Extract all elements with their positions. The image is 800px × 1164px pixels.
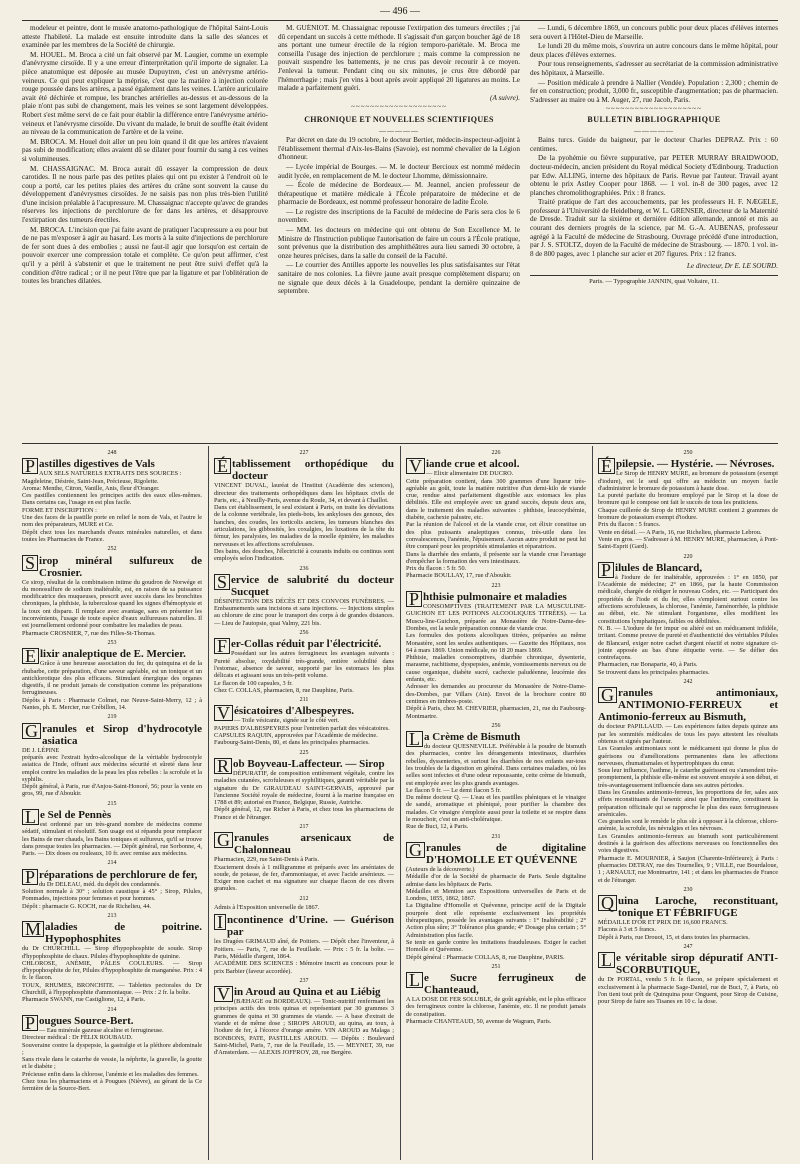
article-paragraph: M. BROCA. L'incision que j'ai faite avant de pratiquer l'acupressure a eu pour but de ne pas m'exposer à agir au hasard. Les morts à la suite d'injections de perchlorure de fer sont dues à des embolies ; aussi ne faut-il agir que lorsqu'on est certain de pouvoir exercer une compression totale et complète. Ce qu'on peut affirmer, c'est qu'il y a péril à s'abstenir et que le traitement ne peut être suivi d'effet qu'à la condition d'être radical ; or il ne peut l'être que par la ligature et par l'oblitération de toutes les branches dilatées.: [22, 225, 268, 286]
ad-number: 213: [107, 912, 117, 919]
ad-text: Dépôt général, à Paris, rue d'Anjou-Saint-Honoré, 56; pour la vente en gros, 99, rue d'Aboukir.: [22, 783, 202, 798]
ad-text: DE J. LÉPINE: [22, 746, 60, 754]
ad-title-text: astilles digestives de Vals: [39, 458, 155, 471]
ad-initial-letter: L: [406, 972, 423, 988]
ad-title-text: ranules et Sirop d'hydrocotyle asiatica: [42, 722, 202, 747]
news-item: Le lundi 20 du même mois, s'ouvrira un autre concours dans le même hôpital, pour deux places d'élèves externes.: [530, 42, 778, 59]
editorial-column-2: [278, 24, 520, 436]
ad-title-text: iande crue et alcool.: [426, 458, 520, 471]
ad-text: CAPSULES RAQUIN, approuvées par l'Académie de médecine.: [214, 732, 378, 740]
ad-title-text: aladies de poitrine. Hypophosphites: [45, 921, 202, 946]
ad-text: N. B. — L'iodure de fer impur ou altéré est un médicament infidèle, irritant. Comme preuve de pureté et d'authenticité des véritables Pilules de Blancard, exiger notre cachet d'argent réactif et notre signature ci-jointe apposée au bas d'une étiquette verte. — Se défier des contrefaçons.: [598, 624, 778, 662]
news-item: — Position médicale à prendre à Nallier (Vendée). Population : 2,300 ; chemin de fer en construction; produit, 3,000 fr., susceptible d'augmentation; pas de pharmacien. S'adresser au maire ou à M. Auger, 27, rue Jacob, Paris.: [530, 78, 778, 104]
ad-title: [214, 984, 394, 1005]
news-item: — Le courrier des Antilles apporte les nouvelles les plus satisfaisantes sur l'état sanitaire de nos colonies. La fièvre jaune avait presque complètement disparu; on ne signale que deux décès à la Guadeloupe, pendant la dernière quinzaine de septembre.: [278, 261, 520, 296]
ornament-divider: —————: [634, 126, 674, 135]
ad-title: [598, 456, 778, 477]
ad-text: du docteur QUESNEVILLE. Préférable à la poudre de bismuth des pharmacies, contre les dérangements intestinaux, diarrhées rebelles, dyssenteries, et surtout les diarrhées de nos enfants sur-tous les troubles de la digestion en général. Dans certaines maladies, où les selles sont infectes et d'une odeur repoussante, cette crème de bismuth, est employée avec les plus grands avantages.: [406, 743, 586, 787]
advertisement: [598, 887, 778, 941]
column-rule: [400, 446, 401, 1160]
advertisement: [214, 450, 394, 563]
ad-text: (BÆHAGE ou BORDEAUX). — Tonic-nutritif renfermant les principes actifs des trois quinas et représentant par 30 grammes 3 grammes de quina et 30 grammes de viande. — A base d'extrait de viande et de même dose ; SIROPS AROUD, au quina, au toux, à l'iodure de fer, à l'écorce d'orange amère. VIN AROUD au Malaga ; BONBONS, PATE, PASTILLES AROUD. — Dépôts : Boulevard Saint-Michel, Paris, 7, rue de la Feuillade, 15. — MEYNET, 39, rue d'Amsterdam. — ALEXIS JOFFROY, 28, rue Bergère.: [214, 998, 394, 1057]
ad-text: Dépôt général, 12, rue Richer à Paris, et chez tous les pharmaciens de France et de l'étranger.: [214, 806, 394, 821]
ad-title-text: pilepsie. — Hystérie. — Névroses.: [616, 458, 775, 471]
ad-text: Par la réunion de l'alcool et de la viande crue, cet élixir constitue un des plus puissants analeptiques connus, très-utile dans les convalescences, l'anémie, l'épuisement. Aucun autre produit ne peut lui être comparé pour les propriétés stimulantes et réparatrices.: [406, 521, 586, 551]
ad-text: Pharmacie BOULLAY, 17, rue d'Aboukir.: [406, 572, 512, 580]
ad-title-text: ésicatoires d'Albespeyres.: [234, 705, 354, 718]
ad-initial-letter: É: [214, 458, 231, 474]
ad-title-text: hthisie pulmonaire et maladies: [423, 591, 567, 604]
ad-text: Admis à l'Exposition universelle de 1867.: [214, 904, 320, 912]
ad-text: La pureté parfaite du bromure employé par le Sirop et la dose de bromure qui le compose ont fait le succès de tous les praticiens.: [598, 492, 778, 507]
ad-text: Médaille d'or de la Société de pharmacie de Paris. Seule digitaline admise dans les hôpitaux de Paris.: [406, 873, 586, 888]
ad-title: [406, 729, 586, 750]
article-paragraph: M. GUÉNIOT. M. Chassaignac repousse l'extirpation des tumeurs érectiles ; j'ai dû cependant un succès à cette méthode. Il s'agissait d'un garçon boucher âgé de 18 ans portant une tumeur érectile de la région temporo-pariétale. M. Broca me conseilla l'usage des injection de perchlorure ; mais comme la compression ne pouvait suspendre les battements, je ne crus pas devoir recourir à ce moyen. J'enlevai la tumeur. Pendant cinq ou six minutes, je crus être débordé par l'hémorrhagie ; mais j'en vins à bout après avoir appliqué 20 ligatures au moins. Le malade a parfaitement guéri.: [278, 24, 520, 93]
ads-column-4: [598, 448, 778, 1158]
ad-text: (Auteurs de la découverte.): [406, 865, 475, 873]
news-item: — Lycée impérial de Bourges. — M. le docteur Bercioux est nommé médecin audit lycée, en remplacement de M. le docteur Lhomme, démissionnaire.: [278, 162, 520, 180]
ad-title-text: réparations de perchlorure de fer,: [39, 868, 198, 881]
ad-number: 219: [107, 714, 117, 721]
ad-title-text: ncontinence d'Urine. — Guérison par: [227, 914, 394, 939]
ad-text: Pharmacie SWANN, rue Castiglione, 12, à Paris.: [22, 996, 146, 1004]
ad-text: Du même docteur Q. — L'eau et les pastilles phéniques et le vinaigre de sandé, aromatique et phéniqué, pour purifier la chambre des malades. Ce vinaigre s'emploie aussi pour la toilette et se respire dans le mouchoir, c'est un anti-choléraique.: [406, 794, 586, 824]
ad-title-text: irop minéral sulfureux de Crosnier.: [39, 554, 202, 579]
ad-text: PAPIERS D'ALBESPEYRES pour l'entretien parfait des vésicatoires.: [214, 724, 390, 732]
ad-number: 236: [299, 565, 309, 572]
news-item: — Le registre des inscriptions de la Faculté de médecine de Paris sera clos le 6 novembre.: [278, 207, 520, 225]
ad-number: 226: [491, 450, 501, 456]
ad-text: Solution normale à 30° ; solution caustique à 45° ; Sirop, Pilules, Pommades, injections pour femmes et pour hommes.: [22, 888, 202, 903]
ad-text: Sous leur influence, l'asthme, le catarrhe guérissent ou s'amendent très-promptement, la phthisie elle-même est souvent enrayée à son début, et très-avantageusement influencée dans ses autres périodes.: [598, 767, 778, 789]
ad-text: Dépôt à Paris, rue Drouot, 15, et dans toutes les pharmacies.: [598, 933, 750, 941]
ad-number: 250: [683, 450, 693, 456]
ad-text: du Dr PORTAL, vendu 5 fr. le flacon, se prépare spécialement et exclusivement à la pharmacie Sage-Daniel, rue de Buci, 7, à Paris, où l'on tient tout prêt de Quinquina pour Onguent, pour Sirop de Cuisine, pour Sirop de faire ses Tisanes en 10 c. la dose.: [598, 976, 778, 1006]
ad-initial-letter: I: [214, 914, 226, 930]
ad-title: [406, 972, 586, 996]
ad-number: 242: [683, 679, 693, 686]
ad-initial-letter: V: [214, 705, 233, 721]
ad-text: Cette préparation contient, dans 300 grammes d'une liqueur très-agréable au goût, toute la matière nutritive d'un demi-kilo de viande crue, rendue ainsi parfaitement digestible aux estomacs les plus débilités. Elle est employée avec un grand succès, depuis deux ans, dans le traitement des maladies suivantes : phthisie, leucocythémie, diabète, cachexie palustre, etc.: [406, 477, 586, 522]
ad-initial-letter: R: [214, 758, 232, 774]
ad-text: Chez tous les pharmaciens et à Pougues (Nièvre), au gérant de la Ce fermière de la Source-Bert.: [22, 1078, 202, 1093]
ad-text: Prix du flacon : 5 fr. 50.: [406, 565, 467, 573]
ad-initial-letter: V: [406, 458, 425, 474]
ad-text: Dans cet établissement, le seul existant à Paris, on traite les déviations de la colonne vertébrale, les pieds-bots, les ankyloses des genoux, des hanches, des coudes, les torticolis anciens, les tumeurs blanches des articulations, les gibbosités, les coxalgies, les luxations de la tête du fémur, les paralysies, les maladies de la moelle épinière, les maladies nerveuses et les affections scrofuleuses.: [214, 504, 394, 548]
ad-title: [22, 720, 202, 747]
advertisement: [214, 824, 394, 893]
ad-number: 237: [299, 977, 309, 984]
advertisement: [22, 913, 202, 1004]
ad-text: Ce sirop, résultat de la combinaison intime du goudron de Norwége et du monosulfure de sodium inaltérable, est, en raison de sa puissance modificatrice des muqueuses, prescrit avec succès dans les bronchites chroniques, la phthisie, la tuberculose quand les signes d'hémoptysie et la toux ont disparu. Il remplace avec avantage, sans en présenter les inconvénients, l'usage de toute espèce d'eaux sulfureuses naturelles. Il est journellement ordonné pour combattre les maladies de peau.: [22, 578, 202, 630]
ad-number: 256: [491, 722, 501, 729]
ad-title: [22, 646, 202, 667]
ad-number: 215: [107, 800, 117, 807]
ad-initial-letter: É: [598, 458, 615, 474]
ad-number: 231: [491, 833, 501, 840]
advertisement: [214, 896, 394, 912]
advertisement: [598, 554, 778, 676]
ad-text: Se tenir en garde contre les imitations frauduleuses. Exiger le cachet Homolle et Quévenne.: [406, 938, 586, 954]
ornament-divider: ~~~~~~~~~~~~~~~~~~~~: [606, 105, 702, 114]
article-paragraph: M. CHASSAIGNAC. M. Broca aurait dû essayer la compression de deux carotides. Il ne nous parle pas des petites plaies qui ont pu exister à l'endroit où le coup a porté, car les petites plaies des artères du crâne sont souvent la cause du développement d'anévrysmes cirsoïdes. Je ne saisis pas non plus très-bien l'utilité d'une incision préalable à l'acupressure. M. Chassaignac n'accepte qu'avec de grandes réserves les injections de perchlorure de fer dans les artères, et désapprouve l'extirpation des tumeurs érectiles.: [22, 164, 268, 225]
ad-text: Adresser les demandes au procureur du Monastère de Notre-Dame-des-Dombes, par Villars (Ain). Envoi de la brochure contre 80 centimes en timbres-poste.: [406, 683, 586, 705]
ad-text: A LA DOSE DE FER SOLUBLE, de goût agréable, est le plus efficace des ferrugineux contre la chlorose, l'anémie, etc. Il ne produit jamais de constipation.: [406, 996, 586, 1018]
ad-title-text: e véritable sirop dépuratif ANTI-SCORBUTIQUE,: [616, 952, 778, 977]
ad-text: Une des faces de la pastille porte en relief le nom de Vals, et l'autre le nom des préparateurs, MURE et Ce.: [22, 514, 202, 529]
ad-title: [22, 552, 202, 579]
ad-text: du Dr DELEAU, méd. du dépôt des condamnés.: [39, 880, 161, 888]
ad-initial-letter: G: [214, 832, 233, 848]
advertisement: [22, 714, 202, 797]
ad-title: [214, 914, 394, 938]
ad-number: 230: [683, 886, 693, 893]
ad-text: Pharmacie E. MOURNIER, à Saujon (Charente-Inférieure); à Paris : pharmacies DETRAY, rue des Tournelles, 9 ; VILLE, rue Bourdaloue, 1 ; ARNAULT, rue Montmartre, 141 ; et dans les pharmacies de France et de l'étranger.: [598, 854, 778, 884]
ads-column-2: [214, 448, 394, 1158]
ad-title-text: ilules de Blancard,: [615, 561, 703, 574]
advertisement: [22, 450, 202, 543]
section-title-bulletin: BULLETIN BIBLIOGRAPHIQUE: [587, 114, 721, 124]
ad-initial-letter: L: [598, 952, 615, 968]
ad-initial-letter: L: [406, 731, 423, 747]
column-rule: [592, 446, 593, 1160]
advertisement: [214, 914, 394, 974]
advertisement: [406, 583, 586, 720]
top-rule: [22, 20, 778, 21]
ad-title-text: e Sel de Pennès: [40, 808, 112, 821]
ad-text: Les Granules antimoniaux sont le médicament qui donne le plus de guérisons ou d'améliorations permanentes dans les affections nerveuses, rhumatismales et hypertrophiques du cœur.: [598, 745, 778, 767]
ad-initial-letter: S: [22, 555, 38, 571]
ad-text: Médailles et Mention aux Expositions universelles de Paris et de Londres, 1855, 1862, 1867.: [406, 887, 586, 903]
ad-title-text: ranules arsenicaux de Chalonneau: [234, 832, 394, 857]
advertisement: [22, 860, 202, 909]
ad-title-text: e Sucre ferrugineux de Chanteaud,: [424, 972, 586, 997]
ad-text: Aroma: Menthe, Citron, Vanille, Anis, fleur d'Oranger.: [22, 484, 160, 492]
advertisement: [22, 1007, 202, 1093]
ad-number: 217: [299, 823, 309, 830]
ad-number: 251: [491, 963, 501, 970]
ad-initial-letter: P: [22, 869, 38, 885]
article-paragraph: M. HOUEL. M. Broca a cité un fait observé par M. Laugier, comme un exemple d'anévrysme cirsoïde. Il y a une erreur d'interprétation qu'il importe de signaler. La pièce anatomique est déposée au musée Dupuytren, c'est un anévrysme artério-veineux. Ce qui peut expliquer la méprise, c'est que la matière à injection colorée rouge poussée dans les artères, a passé également dans les veines. L'artère auriculaire avait été déchirée et rompue, les branches artérielles au-dessus et au-dessous de la plaie n'ont pas subi de changement, mais les veines se sont largement développées. Robert s'est même servi de ce fait pour établir la différence entre l'anévrysme artério-veineux et l'anévrysme cirsoïde. Du vivant du malade, le bruit de souffle était évident au niveau de la communication de l'artère et de la veine.: [22, 50, 268, 137]
section-title-chronique: CHRONIQUE ET NOUVELLES SCIENTIFIQUES: [304, 114, 494, 124]
ad-text: DÉSINFECTION DES DÉCÈS ET DES CONVOIS FUNÈBRES. — Embaumements sans incisions et sans injections. — Injections simples au chlorure de zinc pour le transport des corps à de grandes distances. — Lieu de l'autopsie, quai Valmy, 221 bis.: [214, 597, 394, 627]
ad-number: 223: [491, 582, 501, 589]
ad-number: 220: [683, 553, 693, 560]
ad-title: [598, 895, 778, 919]
ad-text: Le flacon de 100 capsules, 3 fr.: [214, 679, 293, 687]
ad-text: Ces pastilles contiennent les principes actifs des eaux elles-mêmes. Dans certains cas, l'usage en est plus facile.: [22, 492, 202, 507]
ad-text: Vente en détail. — A Paris, 16, rue Richelieu, pharmacie Lebrou.: [598, 528, 762, 536]
advertisement: [214, 750, 394, 821]
bibliography-entry: De la pyohémie ou fièvre suppurative, par PETER MURRAY BRAIDWOOD, docteur-médecin, ancien président du Royal médical Society d'Edinbourg. Traduction par Edw. ALLING, interne des hôpitaux de Paris. Revue par l'auteur. Travail ayant obtenu le prix Astley Cooper pour 1868. — 1 vol. in-8 de 300 pages, avec 12 planches chromolithographiées. Prix : 8 francs.: [530, 154, 778, 197]
ad-text: VINCENT DUVAL, lauréat de l'Institut (Académie des sciences), directeur des traitements orthopédiques dans les hôpitaux civils de Paris, etc., à Neuilly-Paris, avenue du Roule, 34, et devant à Chaillot.: [214, 482, 394, 504]
ad-text: Dépôt général : Pharmacie COLLAS, 8, rue Dauphine, PARIS.: [406, 953, 565, 961]
ads-column-1: [22, 448, 202, 1158]
ads-column-3: [406, 448, 586, 1158]
ad-initial-letter: G: [406, 842, 425, 858]
ad-text: Dépôts à Paris : Pharmacie Colmet, rue Neuve-Saint-Merry, 12 ; à Nantes, ph. E. Mercier, rue Crébillon, 14.: [22, 696, 202, 712]
ad-number: 211: [299, 697, 309, 704]
article-paragraph: modeleur et peintre, dont le musée anatomo-pathologique de l'hôpital Saint-Louis atteste l'habileté. La malade est ensuite introduite dans la salle des séances et examinée par les membres de la Société de chirurgie.: [22, 24, 268, 50]
ad-title-text: uina Laroche, reconstituant, tonique ET FÉBRIFUGE: [618, 895, 778, 920]
ad-initial-letter: Q: [598, 895, 617, 911]
ad-text: Phthisie, maladies consomptives, diarrhée chronique, dysenterie, marasme, rachitisme, dyspepsies, anémie, vomissements nerveux ou de cause organique, diabète sucré, cachexie paludéenne, leucémie des enfants, etc.: [406, 654, 586, 684]
ornament-divider: ~~~~~~~~~~~~~~~~~~~~: [351, 103, 447, 112]
ad-title: [598, 559, 778, 580]
ad-text: AUX SELS NATURELS EXTRAITS DES SOURCES :: [39, 470, 182, 478]
ad-title-text: a Crème de Bismuth: [424, 731, 521, 744]
ad-initial-letter: L: [22, 809, 39, 825]
ad-text: les Dragées GRIMAUD aîné, de Poitiers. — Dépôt chez l'inventeur, à Poitiers. — Paris, 7, rue de la Feuillade. — Prix : 5 fr. la boîte. — Paris, Médaille d'argent, 1864.: [214, 938, 394, 960]
ad-text: Prix du flacon : 5 francs.: [598, 521, 661, 529]
ad-initial-letter: V: [214, 986, 233, 1002]
ad-text: Le Sirop de HENRY MURE, au bromure de potassium (exempt d'iodure), est le seul qui offre au médecin un moyen facile d'administrer le bromure de potassium à haute dose.: [598, 470, 778, 492]
ads-divider-rule: [22, 443, 778, 444]
imprint-rule: [530, 275, 778, 276]
news-item: Par décret en date du 19 octobre, le docteur Bertier, médecin-inspecteur-adjoint à l'établissement thermal d'Aix-les-Bains (Savoie), est nommé chevalier de la Légion d'honneur.: [278, 136, 520, 162]
bibliography-entry: Bains turcs. Guide du baigneur, par le docteur Charles DEPRAZ. Prix : 60 centimes.: [530, 136, 778, 153]
ad-initial-letter: S: [214, 574, 230, 590]
ad-title: [406, 839, 586, 866]
ad-text: FORME ET INSCRIPTION :: [22, 506, 97, 514]
ad-text: est ordonné par un très-grand nombre de médecins comme sédatif, stimulant et résolutif. Son usage est si répandu pour remplacer les Bains de mer chauds, les Bains toniques et sulfureux, qu'il se trouve dans presque toutes les pharmacies. — Dépôt général, rue Sorbonne, 4, Paris. — Dix doses ou rouleaux, 10 fr. avec remise aux médecins.: [22, 820, 202, 858]
ad-text: Dans les Granules antimonio-ferreux, les proportions de fer, sales aux effets reconstituants de l'arsenic ainsi que l'antimoine, constituent la préparation officinale qui se rapproche le plus des eaux ferrugineuses arsénicales.: [598, 788, 778, 818]
ad-text: Flacons à 3 et 5 francs.: [598, 926, 657, 934]
ad-text: Dans la diarrhée des enfants, il présente sur la viande crue l'avantage d'empêcher la formation des vers intestinaux.: [406, 550, 586, 565]
ad-title: [22, 921, 202, 945]
ad-text: Le flacon 9 fr. — Le demi flacon 5 fr.: [406, 786, 501, 794]
ad-text: — Elixir alimentaire DE DUCRO.: [426, 470, 514, 478]
bibliography-entry: Traité pratique de l'art des accouchements, par les professeurs H. F. NÆGELE, professeur à l'Université de Heidelberg, et W. L. GRENSER, directeur de la Maternité de Dresde. Traduit sur la sixième et dernière édition allemande, annoté et mis au courant des derniers progrès de la science, par M. G.-A. AUBENAS, professeur agrégé à la Faculté de médecine de Strasbourg. Ouvrage précédé d'une introduction, par J. S. STOLTZ, doyen de la Faculté de médecine de Strasbourg. — 1870. 1 vol. in-8 de 800 pages, avec 1 planche sur acier et 207 figures. Prix : 12 francs.: [530, 198, 778, 258]
ad-text: Les formules des potions alcooliques titrées, préparées au même Monastère, sont les seules authentiques. — Gazette des Hôpitaux, nos 64 à mars 1869. Union médicale, no 18 20 mars 1869.: [406, 632, 586, 654]
ornament-divider: —————: [379, 126, 419, 135]
ad-initial-letter: G: [22, 723, 41, 739]
ad-text: à l'iodure de fer inaltérable, approuvées : 1° en 1850, par l'Académie de médecine; 2° en 1866, par la haute Commission médicale, chargée de rédiger le nouveau Codex, etc. — Participant des propriétés de l'iode et du fer, elles s'emploient surtout contre les affections scrofuleuses, la chlorose, l'anémie, l'aménorrhée, la phthisie au début, etc. Ne stimulant l'organisme, elles modifient les constitutions lymphatiques, faibles ou débilitées.: [598, 573, 778, 625]
ad-number: 214: [107, 860, 117, 867]
ad-text: — Eau minérale gazeuse alcaline et ferrugineuse.: [39, 1026, 164, 1034]
ad-number: 252: [107, 546, 117, 553]
ad-number: 214: [107, 1006, 117, 1013]
ad-text: Faubourg-Saint-Denis, 80, et dans les principales pharmacies.: [214, 739, 370, 747]
ad-text: Dépôt : pharmacie G. KOCH, rue de Richelieu, 44.: [22, 902, 152, 910]
ad-text: Précieuse enfin dans la chlorose, l'anémie et les maladies des femmes.: [22, 1070, 199, 1078]
ad-text: Vente en gros. — S'adresser à M. HENRY MURE, pharmacien, à Pont-Saint-Esprit (Gard).: [598, 535, 778, 551]
ad-initial-letter: P: [406, 591, 422, 607]
advertisement: [22, 801, 202, 858]
ad-text: Dépôt chez tous les marchands d'eaux minérales naturelles, et dans toutes les Pharmacies de France.: [22, 528, 202, 543]
news-item: Pour tous renseignements, s'adresser au secrétariat de la commission administrative des hôpitaux, à Marseille.: [530, 60, 778, 77]
ad-text: Les Granules antimonio-ferreux au bismuth sont particulièrement destinés à la guérison des affections nerveuses ou fonctionnelles des voies digestives.: [598, 832, 778, 855]
advertisement: [214, 978, 394, 1057]
imprint-line: Paris. — Typographie JANNIN, quai Voltaire, 11.: [589, 278, 719, 286]
news-item: — Lundi, 6 décembre 1869, un concours public pour deux places d'élèves internes sera ouvert à l'Hôtel-Dieu de Marseille.: [530, 24, 778, 41]
ad-text: Dépôt à Paris, chez M. CHEVRIER, pharmacien, 21, rue du Faubourg-Montmartre.: [406, 705, 586, 720]
news-item: — MM. les docteurs en médecine qui ont obtenu de Son Excellence M. le Ministre de l'Instruction publique l'autorisation de faire un cours à l'École pratique, sont prévenus que la distribution des amphithéâtres aura lieu samedi 30 octobre, à onze heures précises, dans la salle du conseil de la Faculté.: [278, 226, 520, 260]
ad-text: Se trouvent dans les principales pharmacies.: [598, 668, 710, 676]
ad-title: [598, 952, 778, 976]
ad-text: Rue de Buci, 12, à Paris.: [406, 823, 469, 831]
ad-text: du docteur PAPILLAUD. — Les expériences faites depuis quinze ans par les sommités médicales de tous les pays attestent les résultats obtenus et signés par l'auteur.: [598, 723, 778, 745]
advertisement: [214, 630, 394, 694]
advertisement: [406, 964, 586, 1025]
advertisement: [406, 450, 586, 580]
ad-text: La Digitaline d'Homolle et Quévenne, principe actif de la Digitale pourprée dont elle représente exclusivement les propriétés thérapeutiques, possède les avantages suivants : 1° Inaltérabilité ; 2° Action plus sûre; 3° Tolérance plus grande; 4° Dosage plus certain ; 5° Administration plus facile.: [406, 902, 586, 939]
director-signature: Le directeur, Dr E. LE SOURD.: [686, 262, 778, 271]
ad-text: Magdeleine, Désirée, Saint-Jean, Précieuse, Rigolette.: [22, 477, 159, 485]
ad-text: préparés avec l'extrait hydro-alcoolique de la véritable hydrocotyle asiatica de l'Inde, offrant aux médecins sécurité et sûreté dans leur emploi contre les maladies de la peau les plus rebelles : la scrofule et la syphilis.: [22, 753, 202, 783]
column-rule: [208, 446, 209, 1160]
ad-text: Possédant sur les autres ferrugineux les avantages suivants : Pureté absolue, oxydabilité très-grande, entière solubilité dans l'estomac, absence de saveur, supporté par les estomacs les plus délicats et agissant sous un très-petit volume.: [214, 650, 394, 680]
ad-text: CONSOMPTIVES (TRAITEMENT PAR LA MUSCULINE-GUICHON ET LES POTIONS ALCOOLIQUES TITRÉES). — La Muscu-line-Guichon, préparée au Monastère de Notre-Dame-des-Dombes, est la seule préparation connue de viande crue.: [406, 603, 586, 632]
ad-number: 225: [299, 749, 309, 756]
ad-title: [214, 571, 394, 598]
ad-title: [214, 755, 394, 776]
ad-title-text: ob Boyveau-Laffecteur. — Sirop: [233, 757, 385, 770]
ad-text: Pharmacie CHANTEAUD, 50, avenue de Wagram, Paris.: [406, 1018, 552, 1025]
ad-title-text: tablissement orthopédique du docteur: [232, 458, 394, 483]
ad-text: Pharmacien, 229, rue Saint-Denis à Paris.: [214, 856, 319, 864]
ad-text: MÉDAILLE D'OR ET PRIX DE 16,600 FRANCS.: [598, 919, 728, 927]
advertisement: [598, 944, 778, 1005]
ad-number: 212: [299, 895, 309, 902]
ad-text: Ces granules sont le remède le plus sûr à opposer à la chlorose, chloro-anémie, la scrofule, les névralgies et les névroses.: [598, 818, 778, 833]
ad-number: 247: [683, 944, 693, 951]
ad-text: du Dr CHURCHILL. — Sirop d'hypophosphite de soude. Sirop d'hypophosphite de chaux. Pilules d'hypophosphite de quinine.: [22, 945, 202, 960]
ad-number: 256: [299, 630, 309, 637]
ad-number: 227: [299, 450, 309, 456]
editorial-column-1: [22, 24, 268, 436]
ad-text: CHLOROSE, ANÉMIE, PÂLES COULEURS. — Sirop d'hypophosphite de fer, Pilules d'hypophosphite de manganèse. Prix : 4 fr. le flacon.: [22, 959, 202, 982]
advertisement: [214, 566, 394, 627]
ad-title: [598, 687, 778, 723]
article-paragraph: M. BROCA. M. Houel doit aller un peu loin quand il dit que les artères n'avaient pas subi de modification; elles avaient dû se dilater pour fournir du sang à ces veines si volumineuses.: [22, 137, 268, 163]
ad-title: [406, 589, 586, 610]
page-number: — 496 —: [380, 6, 420, 17]
ad-text: Des bains, des douches, l'électricité à courants induits ou continus sont employés selon l'indication.: [214, 547, 394, 563]
ad-text: Pharmacien, rue Bonaparte, 40, à Paris.: [598, 661, 698, 669]
ad-title-text: lixir analeptique de E. Mercier.: [40, 648, 186, 661]
ad-title-text: ranules antimoniaux, ANTIMONIO-FERREUX et Antimonio-ferreux au Bismuth,: [598, 687, 778, 724]
ad-text: Chez C. COLLAS, pharmacien, 8, rue Dauphine, Paris.: [214, 686, 354, 694]
ad-title-text: ervice de salubrité du docteur Sucquet: [231, 573, 394, 598]
ad-text: Pharmacie CROSNIER, 7, rue des Filles-St-Thomas.: [22, 629, 156, 637]
ad-title: [22, 806, 202, 827]
advertisement: [406, 723, 586, 831]
ad-initial-letter: P: [22, 1015, 38, 1031]
ad-text: — Toile vésicante, signée sur le côté vert.: [234, 717, 340, 725]
advertisement: [598, 679, 778, 884]
ad-initial-letter: G: [598, 687, 617, 703]
advertisement: [598, 450, 778, 551]
to-be-continued: (A suivre).: [490, 93, 520, 102]
ad-initial-letter: P: [598, 562, 614, 578]
ad-number: 248: [107, 450, 117, 456]
ad-text: TOUX, RHUMES, BRONCHITE. — Tablettes pectorales du Dr Churchill, à l'hypophosphite d'ammoniaque. — Prix : 2 fr. la boîte.: [22, 981, 202, 997]
ad-title: [214, 832, 394, 856]
ad-text: Souveraine contre la dyspepsie, la gastralgie et la pléthore abdominale ;: [22, 1041, 202, 1056]
ad-text: ACADÉMIE DES SCIENCES : Mémoire inscrit au concours pour le prix Barbier (faveur accordée).: [214, 960, 394, 975]
ad-title-text: ougues Source-Bert.: [39, 1014, 134, 1027]
ad-text: Grâce à une heureuse association du fer, du quinquina et de la rhubarbe, cette préparation, d'une saveur agréable, est un tonique et un antichlorotique des plus efficaces. Stimulant énergique des organes digestifs, il ne produit jamais de constipation comme les préparations ferrugineuses.: [22, 660, 202, 697]
ad-title-text: in Aroud au Quina et au Liébig: [234, 986, 381, 999]
ad-initial-letter: F: [214, 638, 230, 654]
ad-title: [214, 636, 394, 657]
news-item: — École de médecine de Bordeaux.— M. Jeannel, ancien professeur de thérapeutique et matière médicale à l'École préparatoire de médecine et de pharmacie de Bordeaux, est nommé professeur honoraire de ladite École.: [278, 181, 520, 207]
ad-initial-letter: M: [22, 921, 44, 937]
ad-title-text: er-Collas réduit par l'électricité.: [231, 638, 382, 651]
ad-text: Chaque cuillerée de Sirop de HENRY MURE contient 2 grammes de bromure de potassium exempt d'iodure.: [598, 506, 778, 522]
advertisement: [406, 834, 586, 961]
ad-text: Exactement dosés à 1 milligramme et préparés avec les arséniates de soude, de potasse, de fer, d'ammoniaque, et avec l'acide arsénieux. — Exiger mon cachet et ma signature sur chaque flacon de ces divers granules.: [214, 863, 394, 893]
ad-text: Sans rivale dans le catarrhe de vessie, la néphrite, la gravelle, la goutte et le diabète ;: [22, 1056, 202, 1071]
ad-initial-letter: P: [22, 458, 38, 474]
advertisement: [22, 546, 202, 637]
ad-title-text: ranules de digitaline D'HOMOLLE ET QUÉVENNE: [426, 841, 586, 866]
ad-initial-letter: E: [22, 648, 39, 664]
editorial-column-3: [530, 24, 778, 436]
ad-text: DÉPURATIF, de composition entièrement végétale, contre les maladies cutanées, scrofuleuses et syphilitiques, garanti véritable par la signature du Dr GIRAUDEAU SAINT-GERVAIS, approuvé par l'ancienne Société royale de médecine, fourni à la marine française en 1788 et 89; autorisé en France, Belgique, Russie, Autriche.: [214, 769, 394, 807]
ad-number: 253: [107, 639, 117, 646]
ad-text: Directeur médical : Dr FÉLIX ROUBAUD.: [22, 1034, 133, 1042]
advertisement: [22, 640, 202, 711]
advertisement: [214, 697, 394, 746]
ad-title: [214, 458, 394, 482]
